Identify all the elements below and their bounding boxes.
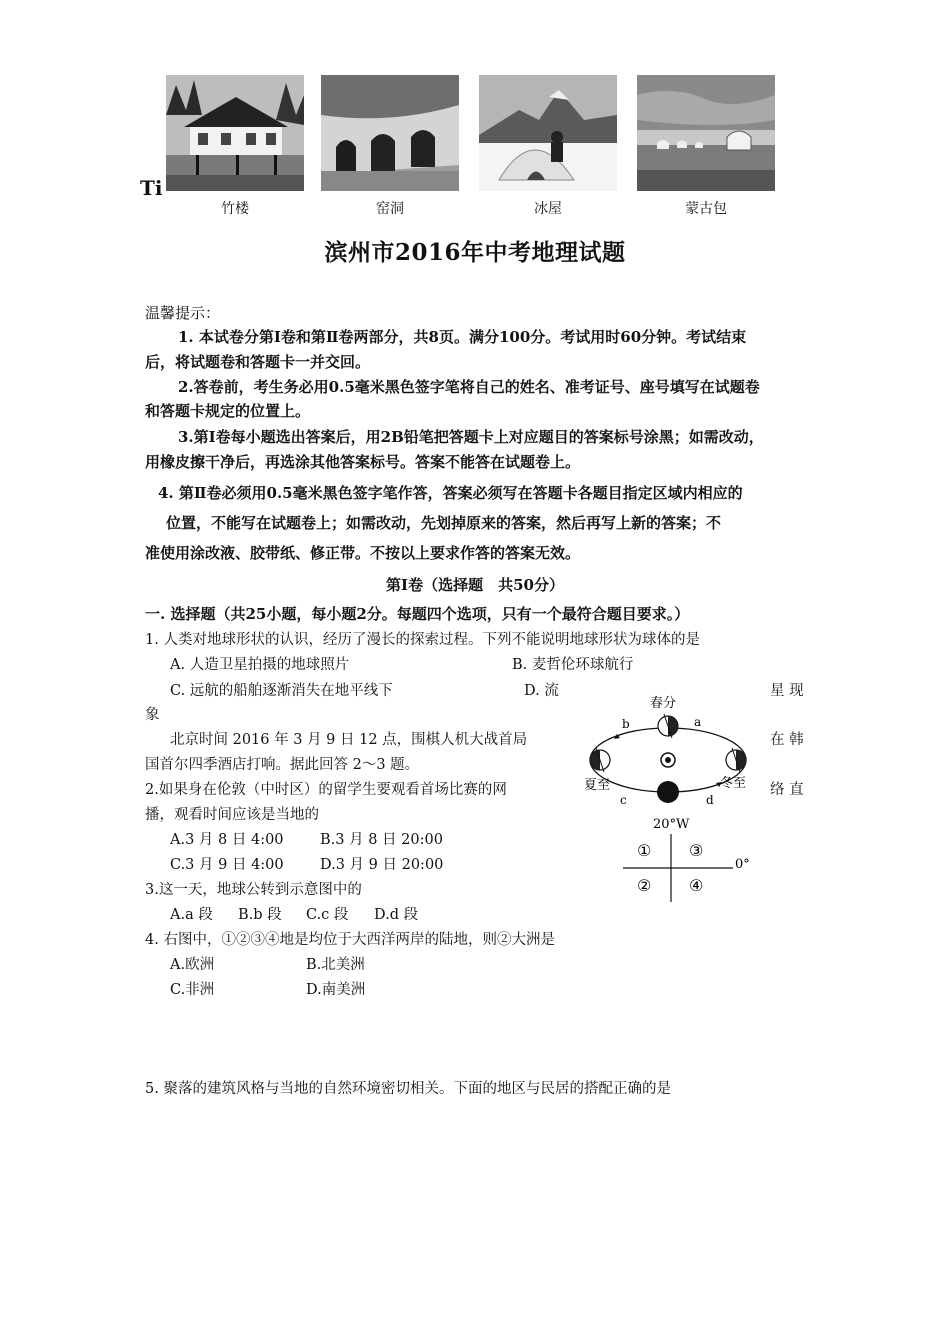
- grid-region-1: ①: [637, 841, 652, 860]
- notice-line-1: 1. 本试卷分第Ⅰ卷和第Ⅱ卷两部分，共8页。满分100分。考试用时60分钟。考试结束: [178, 328, 747, 346]
- q4-option-b: B.北美洲: [306, 957, 365, 973]
- q4-option-d: D.南美洲: [306, 982, 366, 998]
- q3-option-b: B.b 段: [238, 907, 282, 923]
- q1-option-c: C. 远航的船舶逐渐消失在地平线下: [170, 683, 393, 699]
- page-title: 滨州市2016年中考地理试题: [324, 239, 626, 266]
- section-title: 第Ⅰ卷（选择题 共50分）: [386, 576, 564, 594]
- q2-stem-2: 播，观看时间应该是当地的: [145, 807, 319, 823]
- q1-option-d-tail: 象: [145, 707, 160, 723]
- orbit-label-spring: 春分: [650, 696, 677, 711]
- q2-stem-1-tail: 络 直: [770, 782, 804, 798]
- q4-option-c: C.非洲: [170, 982, 215, 998]
- intro-line-2: 国首尔四季酒店打响。据此回答 2～3 题。: [145, 757, 420, 773]
- cave-dwelling-photo: [321, 75, 459, 191]
- orbit-label-winter: 冬至: [720, 776, 747, 791]
- grid-lon-label: 20°W: [653, 817, 690, 832]
- q5-stem: 5. 聚落的建筑风格与当地的自然环境密切相关。下面的地区与民居的搭配正确的是: [145, 1081, 671, 1097]
- photo-caption-igloo: 冰屋: [534, 201, 562, 217]
- notice-line-5: 3.第Ⅰ卷每小题选出答案后，用2B铅笔把答题卡上对应题目的答案标号涂黑；如需改动，: [178, 428, 764, 446]
- part-heading: 一. 选择题（共25小题，每小题2分。每题四个选项，只有一个最符合题目要求。）: [145, 605, 690, 623]
- orbit-diagram: [580, 688, 760, 813]
- orbit-seg-d: d: [706, 793, 714, 807]
- q3-option-d: D.d 段: [374, 907, 419, 923]
- notice-line-8: 位置，不能写在试题卷上；如需改动，先划掉原来的答案，然后再写上新的答案；不: [166, 514, 722, 532]
- q3-option-c: C.c 段: [306, 907, 349, 923]
- grid-region-2: ②: [637, 876, 652, 895]
- q3-option-a: A.a 段: [170, 907, 213, 923]
- q1-option-d: D. 流: [524, 683, 559, 699]
- grid-region-4: ④: [689, 876, 704, 895]
- corner-mark: Ti: [140, 176, 163, 200]
- notice-line-4: 和答题卡规定的位置上。: [145, 402, 311, 420]
- q2-stem-1: 2.如果身在伦敦（中时区）的留学生要观看首场比赛的网: [145, 782, 507, 798]
- notice-line-6: 用橡皮擦干净后，再选涂其他答案标号。答案不能答在试题卷上。: [145, 453, 581, 471]
- q3-stem: 3.这一天，地球公转到示意图中的: [145, 882, 362, 898]
- photo-caption-bamboo: 竹楼: [221, 201, 249, 217]
- q1-option-a: A. 人造卫星拍摄的地球照片: [170, 657, 350, 673]
- photo-caption-cave: 窑洞: [376, 201, 404, 217]
- yurt-photo: [637, 75, 775, 191]
- grid-lat-label: 0°: [735, 857, 750, 872]
- grid-region-3: ③: [689, 841, 704, 860]
- orbit-label-summer: 夏至: [584, 778, 611, 793]
- photo-caption-yurt: 蒙古包: [685, 201, 727, 217]
- q2-option-d: D.3 月 9 日 20:00: [320, 857, 444, 873]
- q4-option-a: A.欧洲: [170, 957, 215, 973]
- notice-line-3: 2.答卷前，考生务必用0.5毫米黑色签字笔将自己的姓名、准考证号、座号填写在试题卷: [178, 378, 760, 396]
- notice-line-7: 4. 第Ⅱ卷必须用0.5毫米黑色签字笔作答，答案必须写在答题卡各题目指定区域内相应的: [158, 484, 743, 502]
- igloo-photo: [479, 75, 617, 191]
- notice-heading: 温馨提示：: [145, 304, 221, 322]
- intro-line-1-tail: 在 韩: [770, 732, 804, 748]
- lat-lon-grid-diagram: [615, 812, 765, 904]
- notice-line-9: 准使用涂改液、胶带纸、修正带。不按以上要求作答的答案无效。: [145, 544, 581, 562]
- bamboo-house-photo: [166, 75, 304, 191]
- q4-stem: 4. 右图中，①②③④地是均位于大西洋两岸的陆地，则②大洲是: [145, 932, 555, 948]
- q1-option-d-cont: 星 现: [770, 683, 804, 699]
- orbit-seg-c: c: [620, 793, 627, 807]
- q2-option-c: C.3 月 9 日 4:00: [170, 857, 284, 873]
- orbit-seg-b: b: [622, 717, 630, 731]
- q2-option-b: B.3 月 8 日 20:00: [320, 832, 443, 848]
- notice-line-2: 后，将试题卷和答题卡一并交回。: [145, 353, 371, 371]
- q2-option-a: A.3 月 8 日 4:00: [170, 832, 284, 848]
- q1-option-b: B. 麦哲伦环球航行: [512, 657, 634, 673]
- q1-stem: 1. 人类对地球形状的认识，经历了漫长的探索过程。下列不能说明地球形状为球体的是: [145, 632, 700, 648]
- orbit-seg-a: a: [694, 715, 702, 729]
- intro-line-1: 北京时间 2016 年 3 月 9 日 12 点，围棋人机大战首局: [170, 732, 528, 748]
